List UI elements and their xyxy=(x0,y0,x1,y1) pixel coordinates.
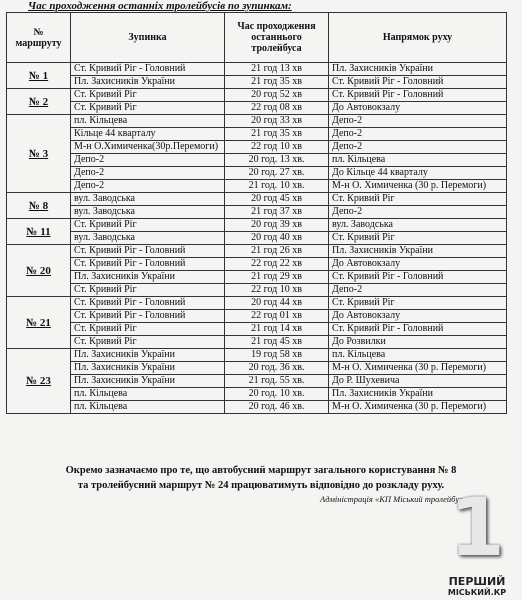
time-cell: 19 год 58 хв xyxy=(225,349,329,362)
direction-cell: Ст. Кривий Ріг xyxy=(329,297,507,310)
schedule-body xyxy=(7,63,507,414)
table-row xyxy=(7,245,507,258)
time-cell: 21 год 26 хв xyxy=(225,245,329,258)
table-row xyxy=(7,128,507,141)
direction-cell: Депо-2 xyxy=(329,284,507,297)
table-row xyxy=(7,180,507,193)
direction-cell: До Р. Шухевича xyxy=(329,375,507,388)
time-cell: 20 год 40 хв xyxy=(225,232,329,245)
table-row xyxy=(7,219,507,232)
route-number: № 3 xyxy=(7,115,71,193)
stop-cell: пл. Кільцева xyxy=(71,388,225,401)
direction-cell: Ст. Кривий Ріг - Головний xyxy=(329,271,507,284)
stop-cell: Ст. Кривий Ріг xyxy=(71,89,225,102)
stop-cell: Ст. Кривий Ріг xyxy=(71,102,225,115)
direction-cell: Ст. Кривий Ріг - Головний xyxy=(329,89,507,102)
table-row xyxy=(7,89,507,102)
time-cell: 22 год 10 хв xyxy=(225,141,329,154)
table-row xyxy=(7,323,507,336)
stop-cell: Кільце 44 кварталу xyxy=(71,128,225,141)
direction-cell: вул. Заводська xyxy=(329,219,507,232)
time-cell: 20 год 39 хв xyxy=(225,219,329,232)
footnote-line-2: та тролейбусний маршрут № 24 працюватимуть відповідно до розкладу руху. xyxy=(77,480,445,491)
page-heading: Час проходження останніх тролейбусів по зупинкам: xyxy=(28,0,292,12)
stop-cell: пл. Кільцева xyxy=(71,115,225,128)
table-row xyxy=(7,154,507,167)
stop-cell: Пл. Захисників України xyxy=(71,271,225,284)
header-stop: Зупинка xyxy=(71,13,225,63)
table-row xyxy=(7,284,507,297)
stop-cell: Пл. Захисників України xyxy=(71,349,225,362)
direction-cell: М-н О. Химиченка (30 р. Перемоги) xyxy=(329,401,507,414)
table-row xyxy=(7,102,507,115)
table-row xyxy=(7,63,507,76)
table-row xyxy=(7,115,507,128)
time-cell: 20 год. 10 хв. xyxy=(225,388,329,401)
direction-cell: пл. Кільцева xyxy=(329,154,507,167)
stop-cell: пл. Кільцева xyxy=(71,401,225,414)
route-number: № 1 xyxy=(7,63,71,89)
stop-cell: Ст. Кривий Ріг xyxy=(71,336,225,349)
time-cell: 21 год 35 хв xyxy=(225,76,329,89)
route-number: № 21 xyxy=(7,297,71,349)
route-number: № 8 xyxy=(7,193,71,219)
stop-cell: Ст. Кривий Ріг - Головний xyxy=(71,245,225,258)
route-number: № 11 xyxy=(7,219,71,245)
time-cell: 20 год 44 хв xyxy=(225,297,329,310)
table-row xyxy=(7,167,507,180)
time-cell: 22 год 10 хв xyxy=(225,284,329,297)
header-time: Час проходження останнього тролейбуса xyxy=(225,13,329,63)
direction-cell: Ст. Кривий Ріг - Головний xyxy=(329,323,507,336)
direction-cell: До Автовокзалу xyxy=(329,258,507,271)
table-row xyxy=(7,206,507,219)
table-header-row xyxy=(7,13,507,63)
administration-signature: Адміністрація «КП Міський тролейбус» xyxy=(320,494,468,504)
time-cell: 22 год 22 хв xyxy=(225,258,329,271)
table-row xyxy=(7,271,507,284)
footnote-line-1: Окремо зазначаємо про те, що автобусний маршрут загального користування № 8 xyxy=(65,465,457,476)
stop-cell: вул. Заводська xyxy=(71,206,225,219)
table-row xyxy=(7,232,507,245)
header-direction: Напрямок руху xyxy=(329,13,507,63)
table-row xyxy=(7,362,507,375)
logo-word-1: ПЕРШИЙ xyxy=(448,575,506,588)
time-cell: 21 год 14 хв xyxy=(225,323,329,336)
time-cell: 20 год 33 хв xyxy=(225,115,329,128)
stop-cell: Ст. Кривий Ріг - Головний xyxy=(71,258,225,271)
table-row xyxy=(7,310,507,323)
direction-cell: Депо-2 xyxy=(329,128,507,141)
direction-cell: пл. Кільцева xyxy=(329,349,507,362)
direction-cell: Ст. Кривий Ріг xyxy=(329,232,507,245)
stop-cell: Ст. Кривий Ріг - Головний xyxy=(71,310,225,323)
table-row xyxy=(7,336,507,349)
stop-cell: Депо-2 xyxy=(71,154,225,167)
table-row xyxy=(7,193,507,206)
time-cell: 20 год. 27 хв. xyxy=(225,167,329,180)
stop-cell: Ст. Кривий Ріг xyxy=(71,219,225,232)
table-row xyxy=(7,258,507,271)
direction-cell: Ст. Кривий Ріг xyxy=(329,193,507,206)
stop-cell: вул. Заводська xyxy=(71,232,225,245)
table-row xyxy=(7,375,507,388)
time-cell: 22 год 01 хв xyxy=(225,310,329,323)
direction-cell: М-н О. Химиченка (30 р. Перемоги) xyxy=(329,362,507,375)
stop-cell: Ст. Кривий Ріг - Головний xyxy=(71,63,225,76)
table-row xyxy=(7,141,507,154)
time-cell: 21 год 37 хв xyxy=(225,206,329,219)
stop-cell: М-н О.Химиченка(30р.Перемоги) xyxy=(71,141,225,154)
stop-cell: Депо-2 xyxy=(71,167,225,180)
route-number: № 2 xyxy=(7,89,71,115)
direction-cell: Депо-2 xyxy=(329,206,507,219)
stop-cell: Ст. Кривий Ріг - Головний xyxy=(71,297,225,310)
direction-cell: Депо-2 xyxy=(329,141,507,154)
watermark-logo xyxy=(432,480,522,600)
time-cell: 20 год. 46 хв. xyxy=(225,401,329,414)
time-cell: 22 год 08 хв xyxy=(225,102,329,115)
time-cell: 21 год. 55 хв. xyxy=(225,375,329,388)
time-cell: 21 год 29 хв xyxy=(225,271,329,284)
stop-cell: Ст. Кривий Ріг xyxy=(71,323,225,336)
table-row xyxy=(7,349,507,362)
route-number: № 20 xyxy=(7,245,71,297)
table-row xyxy=(7,76,507,89)
logo-digit: 1 xyxy=(449,481,505,574)
stop-cell: Пл. Захисників України xyxy=(71,375,225,388)
direction-cell: До Кільце 44 кварталу xyxy=(329,167,507,180)
stop-cell: Пл. Захисників України xyxy=(71,76,225,89)
stop-cell: Депо-2 xyxy=(71,180,225,193)
time-cell: 21 год 35 хв xyxy=(225,128,329,141)
time-cell: 21 год. 10 хв. xyxy=(225,180,329,193)
time-cell: 20 год 52 хв xyxy=(225,89,329,102)
time-cell: 21 год 13 хв xyxy=(225,63,329,76)
direction-cell: Пл. Захисників України xyxy=(329,245,507,258)
table-row xyxy=(7,401,507,414)
time-cell: 20 год. 13 хв. xyxy=(225,154,329,167)
direction-cell: Пл. Захисників України xyxy=(329,388,507,401)
table-row xyxy=(7,297,507,310)
logo-word-2: МІСЬКИЙ.КР xyxy=(447,588,507,597)
direction-cell: Ст. Кривий Ріг - Головний xyxy=(329,76,507,89)
direction-cell: До Автовокзалу xyxy=(329,102,507,115)
direction-cell: Депо-2 xyxy=(329,115,507,128)
table-row xyxy=(7,388,507,401)
time-cell: 20 год. 36 хв. xyxy=(225,362,329,375)
time-cell: 21 год 45 хв xyxy=(225,336,329,349)
direction-cell: Пл. Захисників України xyxy=(329,63,507,76)
stop-cell: Ст. Кривий Ріг xyxy=(71,284,225,297)
header-route: № маршруту xyxy=(7,13,71,63)
time-cell: 20 год 45 хв xyxy=(225,193,329,206)
direction-cell: М-н О. Химиченка (30 р. Перемоги) xyxy=(329,180,507,193)
direction-cell: До Автовокзалу xyxy=(329,310,507,323)
schedule-table xyxy=(6,12,507,414)
route-number: № 23 xyxy=(7,349,71,414)
stop-cell: вул. Заводська xyxy=(71,193,225,206)
footnote xyxy=(20,463,502,493)
direction-cell: До Розвилки xyxy=(329,336,507,349)
stop-cell: Пл. Захисників України xyxy=(71,362,225,375)
